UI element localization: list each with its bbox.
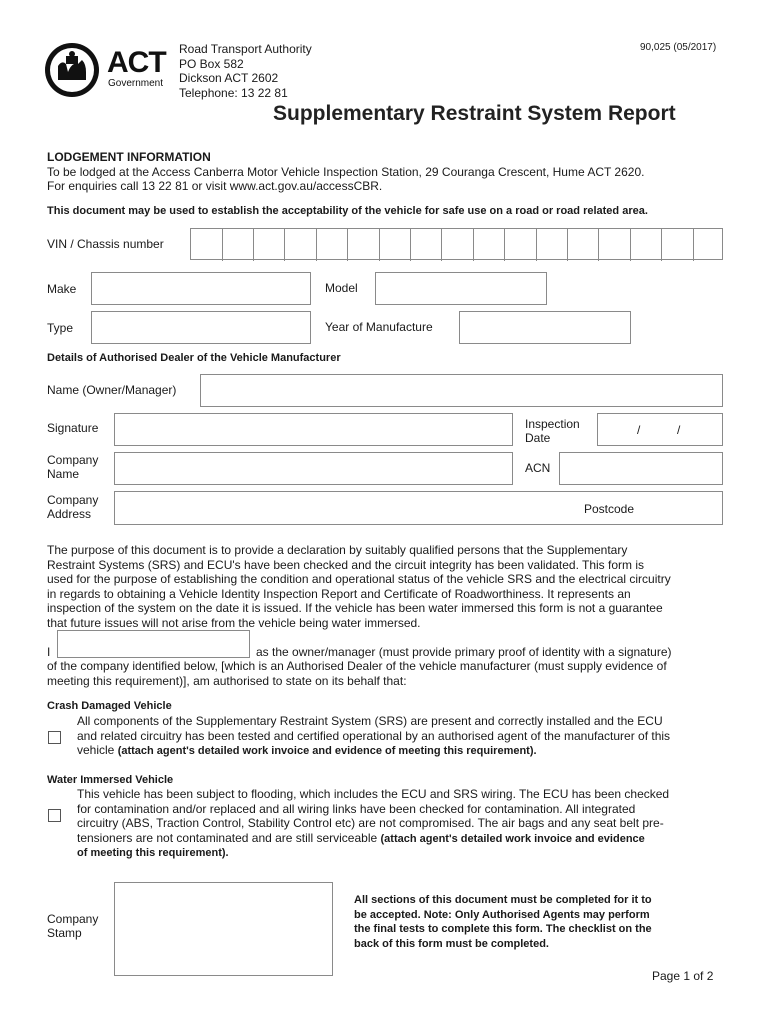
model-label: Model: [325, 281, 358, 295]
acn-input[interactable]: [559, 452, 723, 485]
address-line: Dickson ACT 2602: [179, 71, 279, 85]
page-title: Supplementary Restraint System Report: [273, 102, 676, 125]
water-immersed-checkbox[interactable]: [48, 809, 61, 822]
address-line: PO Box 582: [179, 56, 244, 71]
purpose-line: used for the purpose of establishing the condition and operational status of the vehicle SRS and the electrical circuitry: [47, 572, 671, 586]
vin-input[interactable]: [190, 228, 723, 260]
company-stamp-area[interactable]: [114, 882, 333, 976]
address-line: Road Transport Authority: [179, 42, 312, 56]
page-number: Page 1 of 2: [652, 969, 714, 983]
purpose-paragraph: [47, 543, 737, 630]
crash-description: All components of the Supplementary Restraint System (SRS) are present and correctly installed and the ECU and related circuitry has been tested and certified operational by an authorised agent of the manufacturer of this vehicle (attach agent's detailed work invoice and evidence of meeting this requirement).: [77, 714, 671, 757]
completion-notice: All sections of this document must be completed for it to be accepted. Note: Only Authorised Agents may perform the final tests to complete this form. The checklist on the back of this form must be completed.: [354, 894, 652, 950]
purpose-line: in regards to obtaining a Vehicle Identity Inspection Report and Certificate of Roadworthiness. It represents an: [47, 586, 631, 601]
crash-damaged-checkbox[interactable]: [48, 731, 61, 744]
date-separator: /: [677, 423, 681, 437]
model-input[interactable]: [375, 272, 547, 305]
water-heading: Water Immersed Vehicle: [47, 774, 174, 786]
vin-label: VIN / Chassis number: [47, 237, 164, 251]
purpose-line: The purpose of this document is to provide a declaration by suitably qualified persons that the Supplementary: [47, 543, 628, 557]
company-name-input[interactable]: [114, 452, 513, 485]
declarant-name-input[interactable]: [57, 630, 250, 658]
lodgement-section: [47, 150, 737, 194]
form-code: 90,025 (05/2017): [640, 42, 717, 53]
act-government-logo: [44, 42, 166, 98]
logo-act-text: ACT: [107, 46, 166, 79]
lodgement-enquiries: For enquiries call 13 22 81 or visit www.act.gov.au/accessCBR.: [47, 179, 383, 193]
date-separator: /: [637, 423, 641, 437]
dealer-heading: Details of Authorised Dealer of the Vehicle Manufacturer: [47, 352, 341, 364]
declaration-suffix: as the owner/manager (must provide primary proof of identity with a signature): [256, 645, 672, 659]
type-input[interactable]: [91, 311, 311, 344]
inspection-date-input[interactable]: [597, 413, 723, 446]
declaration-line: of the company identified below, [which is an Authorised Dealer of the vehicle manufacturer (must supply evidence of: [47, 659, 667, 673]
year-input[interactable]: [459, 311, 631, 344]
lodgement-location: To be lodged at the Access Canberra Motor Vehicle Inspection Station, 29 Couranga Crescent, Hume ACT 2620.: [47, 164, 645, 179]
company-name-label: Company Name: [47, 453, 99, 481]
year-label: Year of Manufacture: [325, 320, 433, 334]
declaration-line: meeting this requirement)], am authorised to state on its behalf that:: [47, 674, 407, 688]
postcode-label: Postcode: [584, 502, 635, 516]
signature-input[interactable]: [114, 413, 513, 446]
owner-name-label: Name (Owner/Manager): [47, 383, 177, 397]
usage-notice: This document may be used to establish the acceptability of the vehicle for safe use on a road or road related area.: [47, 205, 648, 217]
purpose-line: Restraint Systems (SRS) and ECU's have been checked and the circuit integrity has been validated. This form is: [47, 557, 645, 572]
make-label: Make: [47, 282, 77, 296]
company-address-input[interactable]: [114, 491, 723, 525]
inspection-date-label: Inspection Date: [525, 417, 580, 445]
acn-label: ACN: [525, 461, 551, 475]
authority-address: [179, 42, 312, 100]
company-address-label: Company Address: [47, 493, 99, 521]
lodgement-heading: LODGEMENT INFORMATION: [47, 150, 211, 164]
declaration-prefix: I: [47, 645, 51, 659]
signature-label: Signature: [47, 421, 99, 435]
owner-name-input[interactable]: [200, 374, 723, 407]
purpose-line: inspection of the system on the date it is issued. If the vehicle has been water immersed this form is not a guarantee: [47, 601, 663, 615]
act-crest-icon: [44, 42, 100, 98]
make-input[interactable]: [91, 272, 311, 305]
purpose-line: that future issues will not arise from the vehicle being water immersed.: [47, 615, 421, 630]
crash-heading: Crash Damaged Vehicle: [47, 700, 172, 712]
company-stamp-label: Company Stamp: [47, 912, 99, 940]
address-line: Telephone: 13 22 81: [179, 85, 288, 100]
logo-government-text: Government: [108, 78, 164, 89]
water-description: This vehicle has been subject to flooding, which includes the ECU and SRS wiring. The ECU has been checked for contamination and/or replaced and all wiring links have been checked for contamination. All integrated circuitry (ABS, Traction Control, Stability Control etc) are not compromised. The air bags and any seat belt pre- tensioners are not contaminated and are still serviceable (attach agent's detailed work invoice and evidence of meeting this requirement).: [77, 787, 670, 859]
type-label: Type: [47, 321, 74, 335]
